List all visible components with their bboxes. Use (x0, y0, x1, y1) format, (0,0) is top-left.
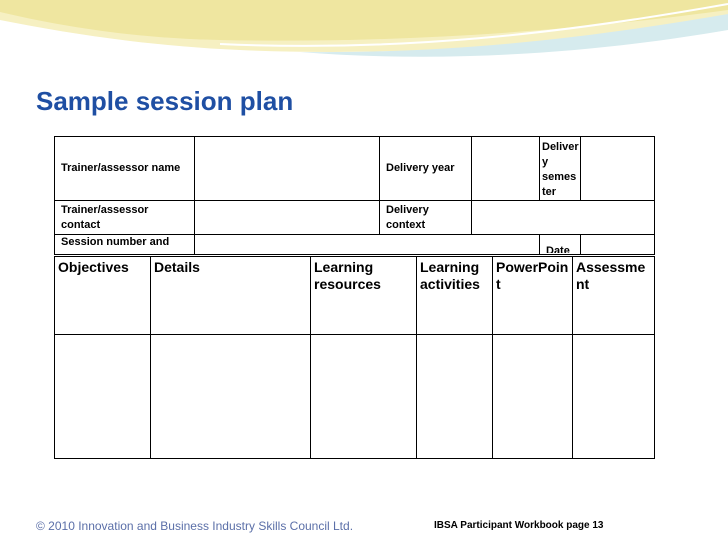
header-powerpoint: PowerPoin t (493, 257, 573, 335)
delivery-year-value-cell[interactable] (472, 137, 540, 201)
delivery-semester-label-text: Deliver y semes ter (542, 141, 579, 198)
objectives-cell[interactable] (55, 335, 151, 459)
delivery-semester-value-cell[interactable] (581, 137, 655, 201)
assessment-cell[interactable] (573, 335, 655, 459)
delivery-context-value-cell[interactable] (472, 201, 655, 235)
delivery-semester-label (540, 137, 581, 201)
trainer-name-value-cell[interactable] (195, 137, 380, 201)
session-number-label-text: Session number and (61, 236, 170, 248)
learning-resources-cell[interactable] (311, 335, 417, 459)
copyright-footer: © 2010 Innovation and Business Industry Skills Council Ltd. (36, 519, 354, 533)
date-label-cell (540, 235, 581, 255)
date-value-cell[interactable] (581, 235, 655, 255)
header-swoosh-decoration (0, 0, 728, 80)
session-plan-grid (54, 256, 655, 459)
header-details: Details (151, 257, 311, 335)
delivery-context-label: Delivery context (380, 201, 472, 235)
delivery-year-label: Delivery year (380, 137, 472, 201)
trainer-name-label: Trainer/assessor name (55, 137, 195, 201)
learning-activities-cell[interactable] (417, 335, 493, 459)
header-learning-activities: Learning activities (417, 257, 493, 335)
header-assessment: Assessme nt (573, 257, 655, 335)
page-reference: IBSA Participant Workbook page 13 (434, 520, 604, 531)
session-number-label (55, 235, 195, 255)
session-number-value-cell[interactable] (195, 235, 540, 255)
powerpoint-cell[interactable] (493, 335, 573, 459)
date-label: Date (546, 245, 570, 253)
header-learning-resources: Learning resources (311, 257, 417, 335)
trainer-contact-value-cell[interactable] (195, 201, 380, 235)
session-info-table (54, 136, 655, 255)
details-cell[interactable] (151, 335, 311, 459)
slide-title: Sample session plan (36, 86, 294, 116)
header-objectives: Objectives (55, 257, 151, 335)
trainer-contact-label: Trainer/assessor contact (55, 201, 195, 235)
